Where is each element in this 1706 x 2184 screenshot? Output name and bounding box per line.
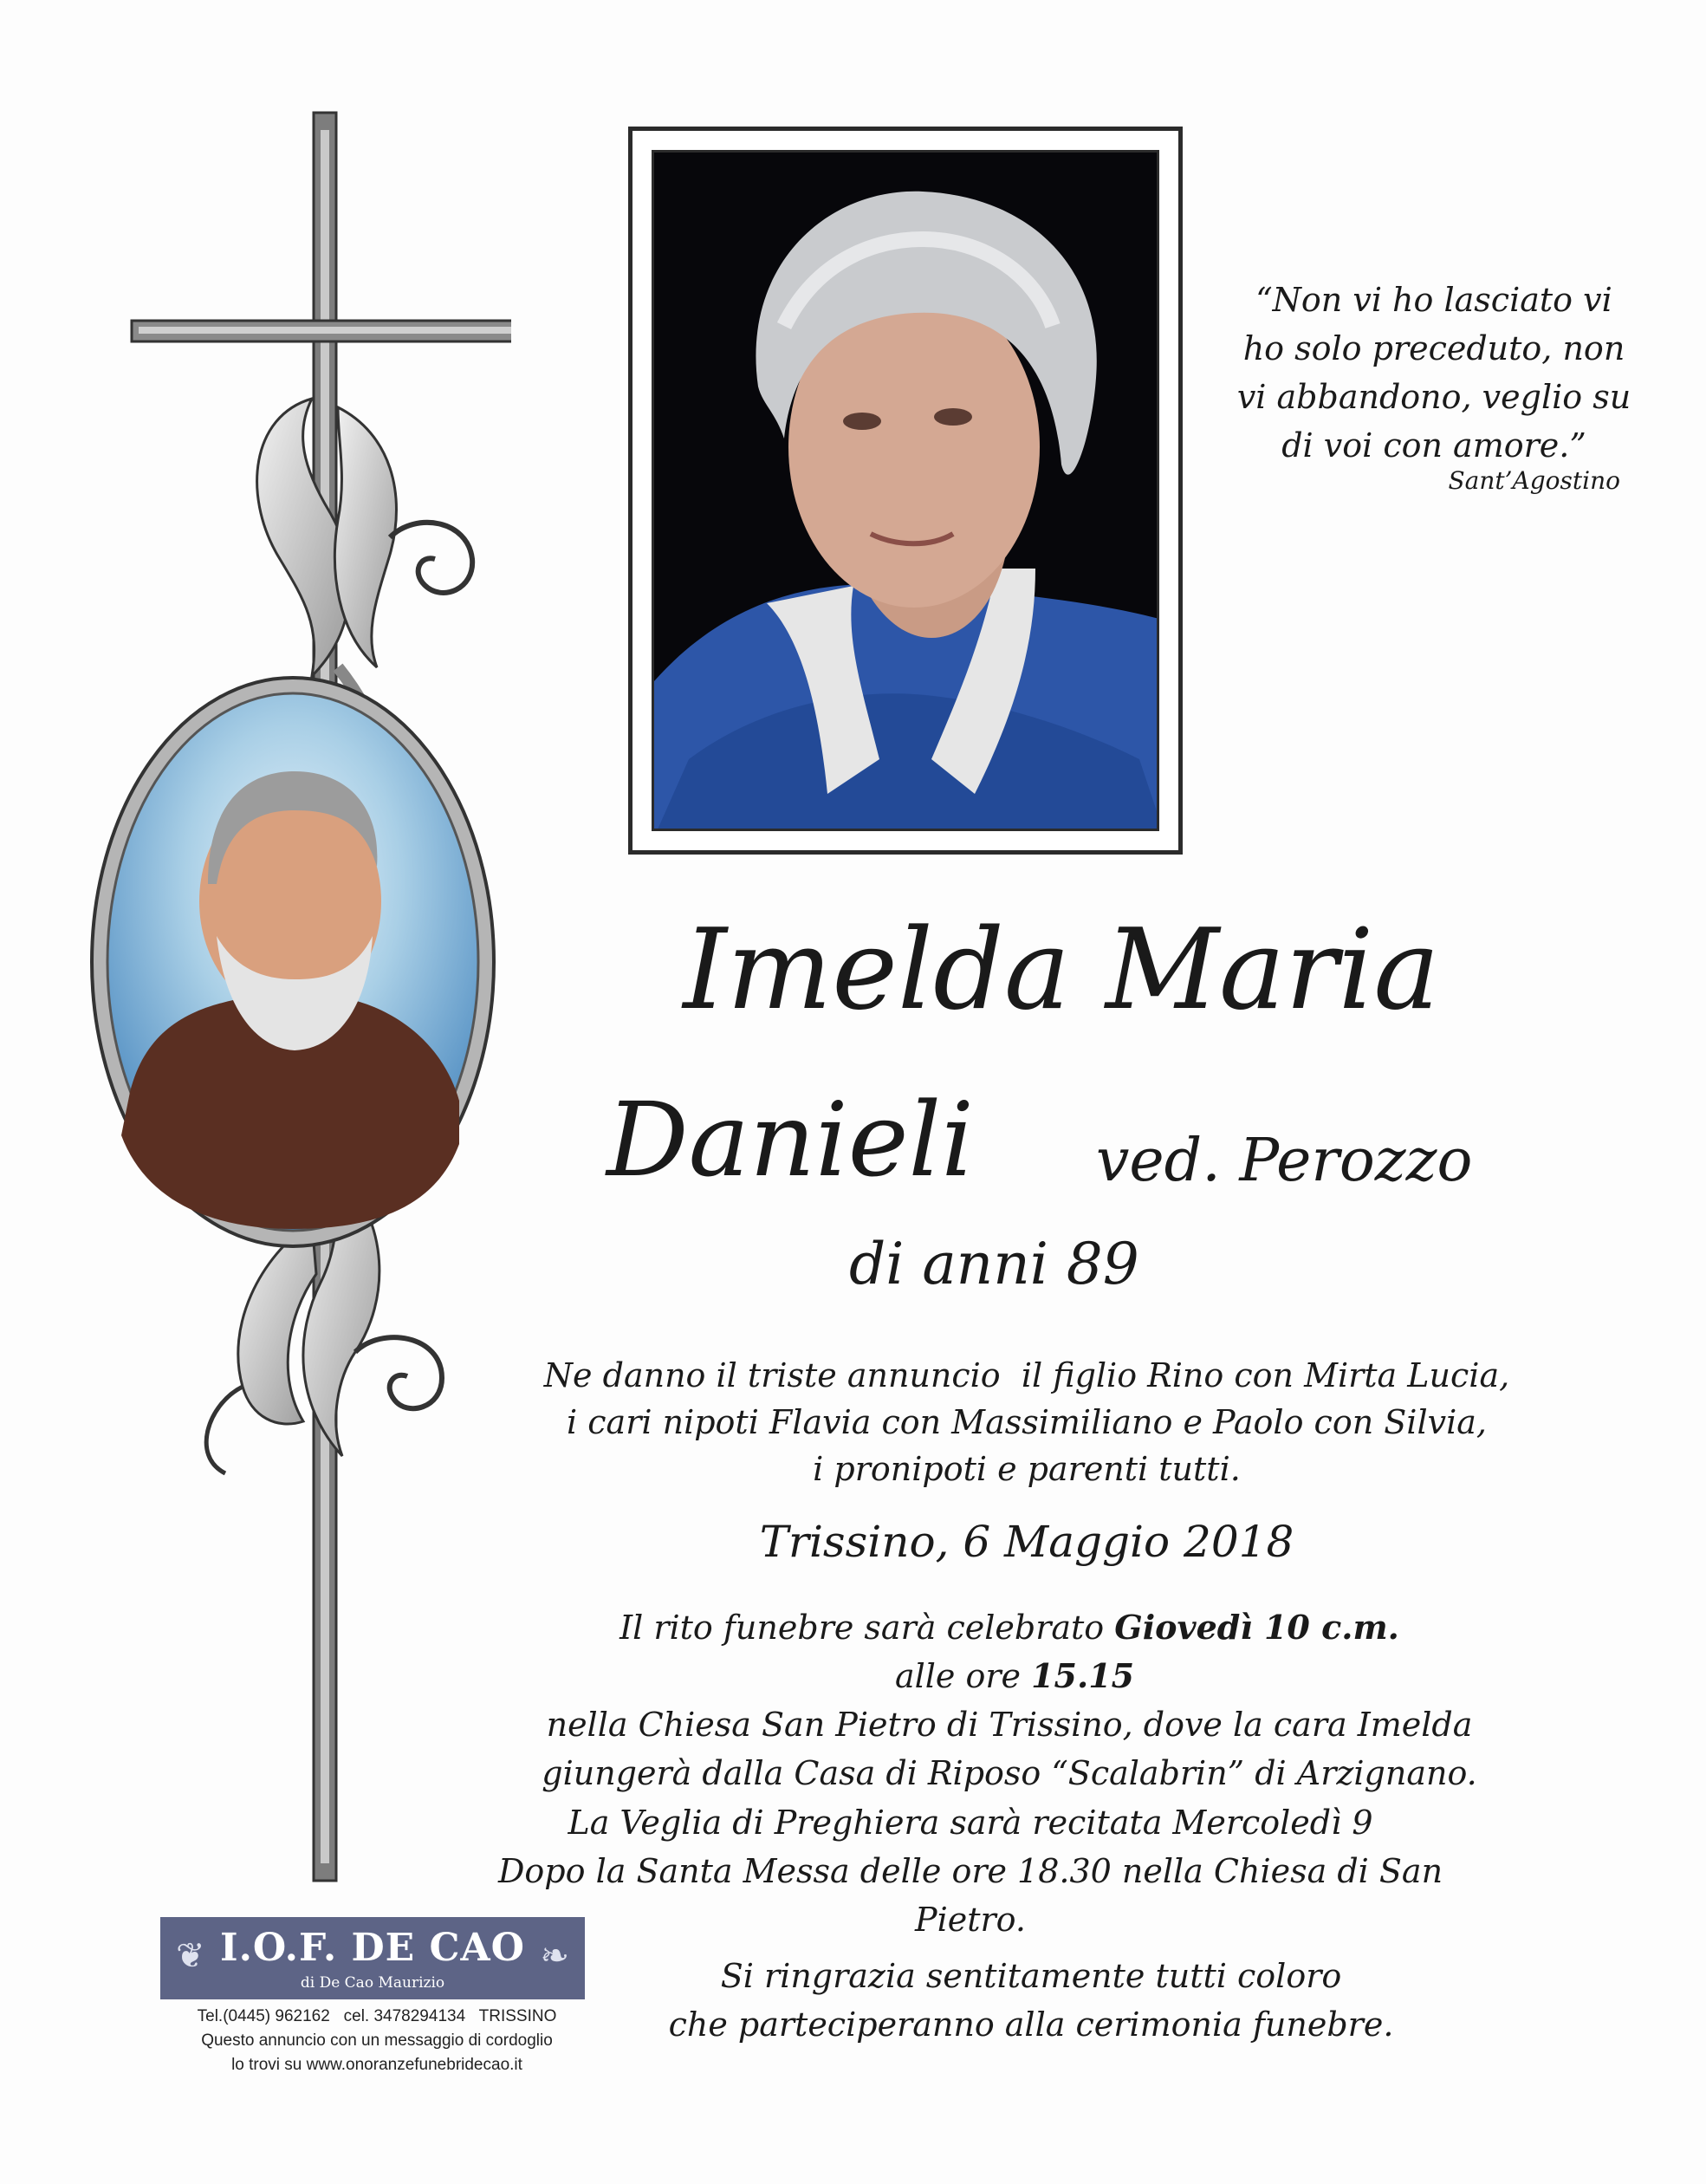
rite-line-1 [520,1603,1499,1700]
vigil-line-2: Dopo la Santa Messa delle ore 18.30 nella Chiesa di San Pietro. [497,1852,1443,1939]
funeral-home-logo [160,1917,585,1999]
quote-line: “Non vi ho lasciato vi [1255,281,1612,319]
contact-note: Questo annuncio con un messaggio di cordoglio [201,2031,553,2050]
funeral-home-contact [147,2005,607,2077]
quote [1230,276,1638,470]
dateline: Trissino, 6 Maggio 2018 [759,1517,1294,1567]
deceased-surname: Danieli [607,1080,975,1199]
quote-author: Sant’Agostino [1448,466,1620,495]
announcement [537,1352,1516,1492]
vigil-line-1: La Veglia di Preghiera sarà recitata Mercoledì 9 [568,1804,1373,1842]
quote-line: ho solo preceduto, non [1242,329,1625,367]
contact-website[interactable]: lo trovi su www.onoranzefunebridecao.it [231,2056,522,2074]
quote-line: vi abbandono, veglio su [1236,378,1631,416]
rite-text: alle ore [884,1657,1032,1695]
funeral-home-name: I.O.F. DE CAO [220,1926,525,1970]
deceased-married-name: ved. Perozzo [1096,1127,1473,1195]
swirl-right-icon: ❧ [540,1936,569,1976]
rite-time: 15.15 [1031,1656,1135,1695]
portrait-photo [652,150,1159,831]
quote-line: di voi con amore.” [1281,426,1586,465]
rite-line-3: giungerà dalla Casa di Riposo “Scalabrin” di Arzignano. [542,1754,1477,1792]
rite-text: Il rito funebre sarà celebrato [619,1609,1115,1647]
funeral-rite [520,1603,1499,1797]
rite-line-2: nella Chiesa San Pietro di Trissino, dove la cara Imelda [546,1706,1473,1744]
thanks [650,1952,1412,2049]
swirl-left-icon: ❦ [176,1936,205,1976]
rite-day: Giovedì 10 c.m. [1114,1608,1399,1647]
thanks-line-1: Si ringrazia sentitamente tutti coloro [720,1957,1342,1995]
thanks-line-2: che parteciperanno alla cerimonia funebre. [668,2005,1394,2044]
portrait-frame [628,127,1183,855]
announcement-line: Ne danno il triste annuncio il figlio Rino con Mirta Lucia, [543,1356,1510,1394]
deceased-first-names: Imelda Maria [683,906,1440,1035]
announcement-line: i pronipoti e parenti tutti. [813,1450,1241,1488]
funeral-home-owner: di De Cao Maurizio [300,1974,445,1992]
portrait-image [654,153,1159,831]
cross-icon [78,104,511,1898]
vigil [459,1798,1482,1944]
announcement-line: i cari nipoti Flavia con Massimiliano e Paolo con Silvia, [567,1403,1487,1441]
deceased-age: di anni 89 [849,1231,1139,1297]
contact-phones: Tel.(0445) 962162 cel. 3478294134 TRISSINO [197,2007,557,2025]
